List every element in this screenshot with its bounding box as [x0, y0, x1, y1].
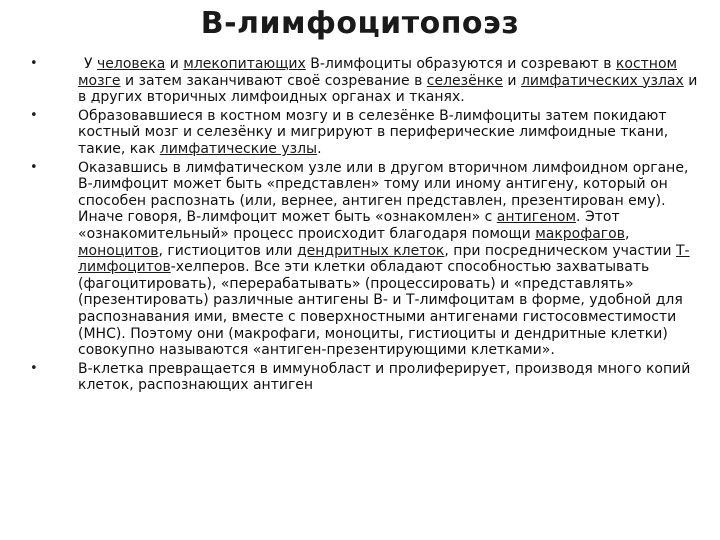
text-run: , [624, 225, 630, 242]
text-run: Образовавшиеся в костном мозгу и в селезёнке В-лимфоциты затем покидают костный мозг и селезёнку и мигрируют в периферические лимфоидные ткани, такие, как [78, 107, 669, 157]
bullet-text-1 [78, 56, 702, 106]
text-run: и затем заканчивают своё созревание в [120, 72, 427, 89]
bullet-icon: • [30, 159, 38, 175]
text-run: . [317, 140, 322, 157]
bullet-item-2 [30, 108, 702, 158]
text-run: и [502, 72, 521, 89]
bullet-item-4 [30, 361, 702, 394]
text-run: . Этот «ознакомительный» процесс происходит благодаря помощи [78, 209, 620, 242]
bullet-item-1 [30, 56, 702, 106]
link-t-lymphocytes[interactable]: Т-лимфоцитов [78, 242, 690, 276]
text-run: , при посредническом участии [444, 242, 676, 259]
text-run: и в других вторичных лимфоидных органах и тканях. [78, 72, 698, 106]
text-run: У [84, 56, 97, 72]
text-run: В-лимфоциты образуются и созревают в [305, 56, 616, 72]
link-antigen[interactable]: антигеном [496, 209, 577, 226]
link-mammals[interactable]: млекопитающих [183, 56, 306, 72]
bullet-list [30, 56, 702, 394]
link-bone-marrow[interactable]: костном мозге [78, 56, 678, 89]
link-human[interactable]: человека [96, 56, 166, 72]
text-run: -хелперов. Все эти клетки обладают способностью захватывать (фагоцитировать), «перерабатывать» (процессировать) и «представлять» (презентировать) различные антигены В- и Т-лимфоцитам в форме, удобной для распознавания ими, вместе с поверхностными антигенами гистосовместимости (MHC). Поэтому они (макрофаги, моноциты, гистиоциты и дендритные клетки) совокупно называются «антиген-презентирующими клетками». [78, 259, 683, 359]
text-run: Оказавшись в лимфатическом узле или в другом вторичном лимфоидном органе, В-лимфоцит может быть «представлен» тому или иному антигену, который он способен распознать (или, вернее, антиген представлен, презентирован ему). Иначе говоря, В-лимфоцит может быть «ознакомлен» с [78, 159, 689, 226]
bullet-text-4 [78, 361, 702, 394]
bullet-icon: • [30, 107, 38, 123]
text-run: , гистиоцитов или [158, 242, 297, 259]
link-monocytes[interactable]: моноцитов [78, 242, 159, 259]
link-lymph-nodes-2[interactable]: лимфатические узлы [159, 140, 318, 157]
bullet-icon: • [30, 56, 38, 71]
link-spleen[interactable]: селезёнке [426, 72, 503, 89]
link-macrophages[interactable]: макрофагов [535, 225, 625, 242]
text-run: и [165, 56, 184, 72]
bullet-text-2 [78, 108, 702, 158]
slide-title: В-лимфоцитопоэз [200, 6, 520, 41]
bullet-icon: • [30, 360, 38, 376]
bullet-item-3 [30, 160, 702, 359]
bullet-text-3 [78, 160, 702, 359]
link-dendritic-cells[interactable]: дендритных клеток [296, 242, 445, 259]
text-run: В-клетка превращается в иммунобласт и пролиферирует, производя много копий клеток, распознающих антиген [78, 360, 691, 394]
link-lymph-nodes[interactable]: лимфатических узлах [520, 72, 684, 89]
